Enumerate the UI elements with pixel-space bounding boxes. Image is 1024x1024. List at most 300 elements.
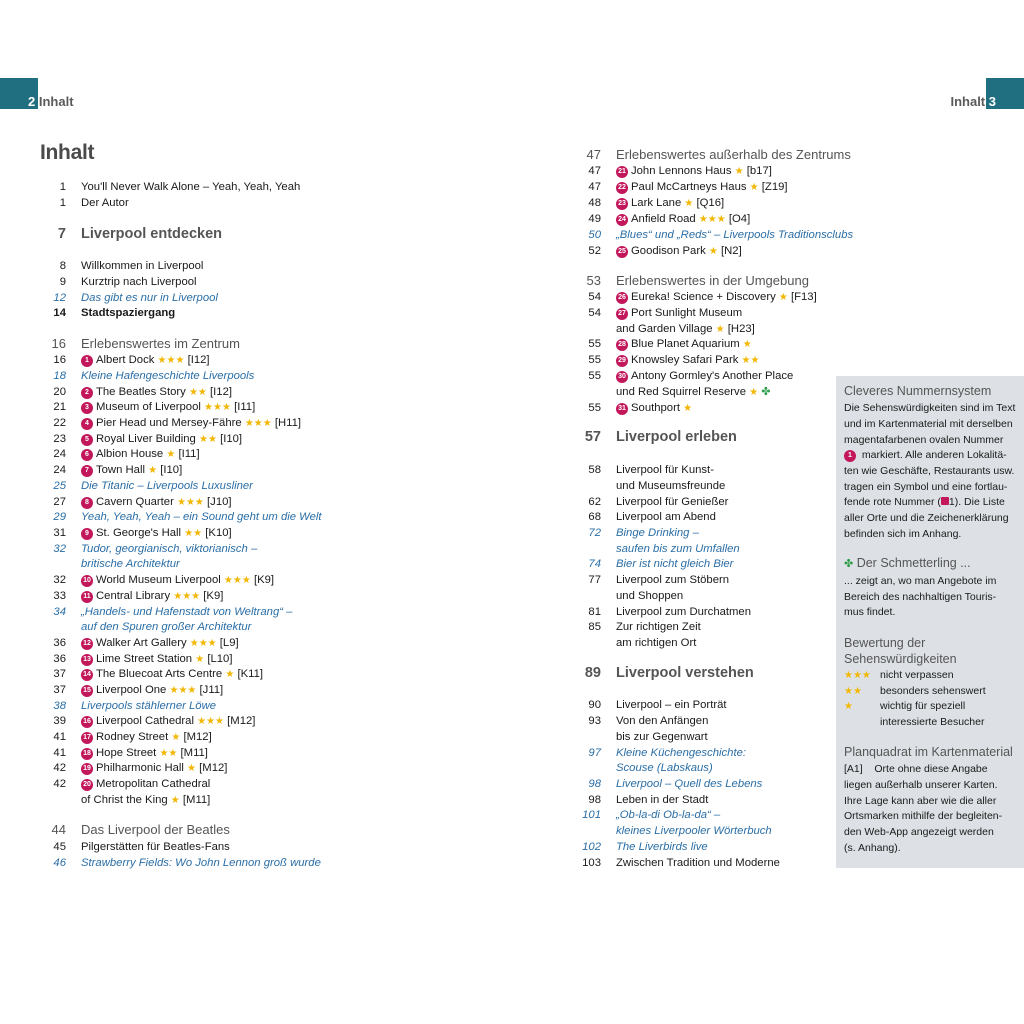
toc-title: Antony Gormley's Another Place (631, 370, 794, 382)
toc-title: John Lennons Haus (631, 165, 732, 177)
toc-page-number: 47 (588, 165, 601, 177)
toc-title: Pilgerstätten für Beatles-Fans (81, 841, 230, 853)
toc-entry-text (616, 228, 853, 244)
toc-entry-text (616, 401, 692, 417)
sight-number-badge-icon: 29 (616, 355, 628, 367)
sight-number-badge-icon: 8 (81, 497, 93, 509)
toc-title: Liverpool verstehen (616, 665, 754, 681)
toc-entry-text (616, 542, 740, 558)
toc-title: Southport (631, 402, 680, 414)
toc-page-number: 72 (588, 527, 601, 539)
toc-title: und Red Squirrel Reserve (616, 386, 746, 398)
toc-entry-text (616, 605, 751, 621)
toc-title: Binge Drinking – (616, 527, 699, 539)
toc-entry-text (616, 808, 720, 824)
toc-title: Liverpool – ein Porträt (616, 699, 727, 711)
toc-page-number: 77 (588, 574, 601, 586)
toc-entry-text (616, 620, 701, 636)
toc-title: Liverpool – Quell des Lebens (616, 778, 763, 790)
sight-number-badge-icon: 4 (81, 418, 93, 430)
map-grid-ref: [I10] (220, 433, 243, 445)
toc-page-number: 101 (582, 809, 601, 821)
sight-number-badge-icon: 14 (81, 669, 93, 681)
toc-entry-text (81, 432, 242, 448)
toc-page-number: 55 (588, 338, 601, 350)
sight-number-badge-icon: 25 (616, 246, 628, 258)
running-head-left (28, 94, 74, 109)
toc-title: Rodney Street (96, 731, 169, 743)
star-rating-icon: ★ (225, 669, 235, 680)
toc-page-number: 93 (588, 715, 601, 727)
toc-page-number: 9 (59, 276, 66, 288)
sight-number-badge-icon: 31 (616, 403, 628, 415)
sight-number-badge-icon: 24 (616, 214, 628, 226)
map-grid-ref: [K9] (203, 590, 224, 602)
toc-title: Museum of Liverpool (96, 401, 201, 413)
map-grid-ref: [I11] (178, 448, 200, 460)
toc-title: Albion House (96, 448, 164, 460)
sight-number-badge-icon: 9 (81, 528, 93, 540)
map-grid-ref: [H11] (274, 417, 302, 429)
star-rating-icon: ★★★ (169, 685, 197, 696)
toc-title: Zwischen Tradition und Moderne (616, 857, 780, 869)
sidebar-line: tragen ein Symbol und eine fortlau- (844, 481, 1008, 493)
star-rating-icon: ★ (742, 339, 752, 350)
sight-number-badge-icon: 18 (81, 748, 93, 760)
map-grid-ref: [Q16] (696, 197, 725, 209)
sight-number-badge-icon: 26 (616, 292, 628, 304)
toc-page-number: 42 (53, 762, 66, 774)
toc-page-number: 39 (53, 715, 66, 727)
toc-title: Liverpools stählerner Löwe (81, 700, 217, 712)
toc-title: Liverpool zum Durchatmen (616, 606, 751, 618)
toc-page-number: 98 (588, 778, 601, 790)
toc-page-number: 38 (53, 700, 66, 712)
star-icon: ★ (844, 701, 853, 712)
sidebar-line: Ortsmarken mithilfe der begleiten- (844, 810, 1003, 822)
sight-number-badge-icon: 2 (81, 387, 93, 399)
toc-entry-text (616, 273, 809, 289)
sidebar-line: ten wie Geschäfte, Restaurants usw. (844, 465, 1015, 477)
toc-title: Kurztrip nach Liverpool (81, 276, 197, 288)
toc-title: Tudor, georgianisch, viktorianisch – (81, 543, 258, 555)
toc-title: Liverpool entdecken (81, 226, 223, 242)
sight-number-badge-icon: 27 (616, 308, 628, 320)
toc-title: and Garden Village (616, 323, 713, 335)
toc-entry-text (81, 856, 321, 872)
toc-page-number: 54 (588, 291, 601, 303)
star-rating-icon: ★★★ (157, 355, 185, 366)
toc-page-number: 12 (53, 292, 66, 304)
toc-entry-text (81, 275, 197, 291)
star-rating-icon: ★ (195, 654, 205, 665)
toc-title: Goodison Park (631, 245, 706, 257)
toc-page-number: 42 (53, 778, 66, 790)
map-grid-ref: [I11] (234, 401, 256, 413)
toc-entry-text (616, 212, 750, 228)
map-grid-ref: [O4] (728, 213, 751, 225)
map-grid-ref: [b17] (746, 165, 772, 177)
running-head-right (950, 94, 996, 109)
sight-number-badge-icon: 12 (81, 638, 93, 650)
sight-number-badge-icon: 6 (81, 449, 93, 461)
toc-entry-text (81, 227, 222, 243)
toc-entry-text (616, 290, 817, 306)
toc-entry-text (616, 666, 754, 682)
toc-entry-text (616, 479, 725, 495)
toc-title: Blue Planet Aquarium (631, 338, 740, 350)
toc-entry-text (616, 306, 742, 322)
toc-page-number: 34 (53, 606, 66, 618)
toc-page-number: 68 (588, 511, 601, 523)
toc-entry-text (81, 463, 182, 479)
toc-page-number: 62 (588, 496, 601, 508)
sidebar-line: den Web-App angezeigt werden (844, 826, 994, 838)
toc-entry-text (81, 180, 300, 196)
toc-page-number: 32 (53, 543, 66, 555)
toc-title: Philharmonic Hall (96, 762, 184, 774)
toc-title: bis zur Gegenwart (616, 731, 708, 743)
toc-entry-text (616, 793, 708, 809)
toc-entry-text (81, 636, 239, 652)
toc-title: Royal Liver Building (96, 433, 196, 445)
toc-title: Liverpool Cathedral (96, 715, 194, 727)
toc-entry-text (81, 291, 218, 307)
rating-row: ★ wichtig für speziell (844, 700, 966, 712)
info-sidebar: Cleveres Nummernsystem Die Sehenswürdigkeiten sind im Text und im Kartenmaterial mit derselben magentafarbenen ovalen Nummer 1 markiert. Alle anderen Lokalitä- ten wie Geschäfte, Restaurants usw. tragen ein Symbol und eine fortlau- fende rote Nummer ( 1). Die Liste aller Orte und die Zeichenerklärung befinden sich im Anhang. ✤ Der Schmetterling ... ... zeigt an, wo man Angebote im Bereich des nachhaltigen Touris- mus findet. Bewertung der Sehenswürdigkeiten ★★★ nicht verpassen ★★ besonders sehenswert ★ wichtig für speziell interessierte Besucher Planquadrat im Kartenmaterial [A1] Orte ohne diese Angabe liegen außerhalb unserer Karten. Ihre Lage kann aber wie die aller Ortsmarken mithilfe der begleiten- den Web-App angezeigt werden (s. Anhang). (836, 376, 1024, 868)
toc-page-number: 98 (588, 794, 601, 806)
toc-page-number: 18 (53, 370, 66, 382)
rating-row: ★★★ nicht verpassen (844, 669, 954, 681)
toc-title: Zur richtigen Zeit (616, 621, 701, 633)
toc-page-number: 32 (53, 574, 66, 586)
toc-page-number: 55 (588, 354, 601, 366)
toc-page-number: 74 (588, 558, 601, 570)
star-rating-icon: ★★★ (698, 214, 726, 225)
toc-entry-text (81, 416, 301, 432)
toc-title: Kleine Küchengeschichte: (616, 747, 747, 759)
toc-page-number: 103 (582, 857, 601, 869)
star-rating-icon: ★★★ (173, 591, 201, 602)
toc-page-number: 16 (53, 354, 66, 366)
toc-title: Anfield Road (631, 213, 696, 225)
map-grid-ref: [M12] (183, 731, 212, 743)
toc-title: Port Sunlight Museum (631, 307, 743, 319)
toc-title: Pier Head und Mersey-Fähre (96, 417, 242, 429)
toc-title: Metropolitan Cathedral (96, 778, 211, 790)
map-grid-ref: [I12] (187, 354, 210, 366)
toc-page-number: 37 (53, 684, 66, 696)
toc-entry-text (616, 557, 733, 573)
toc-entry-text (616, 840, 708, 856)
toc-title: Erlebenswertes in der Umgebung (616, 273, 809, 288)
toc-title: Strawberry Fields: Wo John Lennon groß wurde (81, 857, 321, 869)
toc-page-number: 55 (588, 402, 601, 414)
toc-title: Das Liverpool der Beatles (81, 822, 230, 837)
toc-entry-text (616, 164, 772, 180)
toc-title: of Christ the King (81, 794, 168, 806)
toc-title: auf den Spuren großer Architektur (81, 621, 252, 633)
toc-page-number: 36 (53, 637, 66, 649)
toc-title: Liverpool erleben (616, 429, 737, 445)
star-rating-icon: ★★★ (189, 638, 217, 649)
toc-page-number: 47 (588, 181, 601, 193)
sight-number-badge-icon: 15 (81, 685, 93, 697)
sidebar-line: Ihre Lage kann aber wie die aller (844, 795, 997, 807)
toc-entry-text (616, 353, 759, 369)
toc-entry-text (616, 244, 742, 260)
map-grid-ref: [L10] (207, 653, 233, 665)
star-rating-icon: ★ (715, 324, 725, 335)
toc-page-number: 45 (53, 841, 66, 853)
toc-entry-text (616, 463, 714, 479)
toc-entry-text (81, 510, 322, 526)
toc-page-number: 52 (588, 245, 601, 257)
toc-page-number: 57 (584, 429, 601, 445)
map-grid-ref: [K11] (237, 668, 264, 680)
star-rating-icon: ★ (749, 182, 759, 193)
sight-number-badge-icon: 10 (81, 575, 93, 587)
star-rating-icon: ★ (734, 166, 744, 177)
toc-page-number: 33 (53, 590, 66, 602)
star-rating-icon: ★ (166, 449, 176, 460)
sidebar-line: (s. Anhang). (844, 842, 901, 854)
toc-title: Lark Lane (631, 197, 682, 209)
toc-entry-text (616, 385, 770, 401)
toc-entry-text (81, 667, 263, 683)
toc-title: am richtigen Ort (616, 637, 697, 649)
toc-entry-text (81, 699, 216, 715)
sidebar-line: mus findet. (844, 606, 896, 618)
rating-row: ★★ besonders sehenswert (844, 685, 986, 697)
toc-entry-text (81, 620, 251, 636)
toc-entry-text (81, 822, 230, 838)
sight-number-badge-icon: 28 (616, 339, 628, 351)
toc-title: britische Architektur (81, 558, 180, 570)
toc-page-number: 55 (588, 370, 601, 382)
toc-page-number: 22 (53, 417, 66, 429)
map-grid-ref: [L9] (219, 637, 239, 649)
toc-page-number: 1 (59, 197, 66, 209)
toc-title: Paul McCartneys Haus (631, 181, 747, 193)
map-grid-ref: [H23] (727, 323, 755, 335)
sidebar-heading-rating: Bewertung der (844, 636, 926, 650)
sight-number-badge-icon: 21 (616, 166, 628, 178)
star-rating-icon: ★ (171, 732, 181, 743)
toc-entry-text (616, 510, 716, 526)
toc-entry-text (616, 322, 755, 338)
map-grid-ref: [J11] (199, 684, 224, 696)
sidebar-line: magentafarbenen ovalen Nummer (844, 434, 1004, 446)
toc-entry-text (81, 369, 254, 385)
toc-page-number: 41 (53, 731, 66, 743)
toc-entry-text (81, 589, 223, 605)
map-grid-ref: [J10] (207, 496, 232, 508)
toc-entry-text (616, 430, 737, 446)
toc-title: Liverpool für Genießer (616, 496, 729, 508)
toc-title: Cavern Quarter (96, 496, 174, 508)
toc-entry-text (616, 589, 683, 605)
toc-entry-text (616, 526, 699, 542)
toc-entry-text (81, 557, 180, 573)
badge-icon: 1 (844, 450, 856, 462)
sidebar-line: Bereich des nachhaltigen Touris- (844, 591, 997, 603)
toc-title: Hope Street (96, 747, 157, 759)
toc-title: Stadtspaziergang (81, 307, 176, 319)
toc-page-number: 97 (588, 747, 601, 759)
running-title-right: Inhalt (950, 94, 986, 109)
toc-page-number: 1 (59, 181, 66, 193)
toc-title: Scouse (Labskaus) (616, 762, 713, 774)
star-icon: ★★★ (844, 670, 871, 681)
star-rating-icon: ★★ (188, 387, 207, 398)
map-grid-ref: [M12] (227, 715, 256, 727)
toc-page-number: 29 (53, 511, 66, 523)
star-rating-icon: ★★★ (204, 402, 231, 413)
toc-title: Erlebenswertes im Zentrum (81, 336, 240, 351)
toc-title: The Beatles Story (96, 386, 186, 398)
star-rating-icon: ★ (170, 795, 180, 806)
toc-page-number: 44 (51, 822, 66, 837)
toc-entry-text (616, 573, 729, 589)
map-grid-ref: [N2] (720, 245, 742, 257)
sidebar-line: befinden sich im Anhang. (844, 528, 962, 540)
sight-number-badge-icon: 7 (81, 465, 93, 477)
toc-title: Kleine Hafengeschichte Liverpools (81, 370, 255, 382)
sight-number-badge-icon: 5 (81, 434, 93, 446)
sight-number-badge-icon: 13 (81, 654, 93, 666)
toc-title: Albert Dock (96, 354, 155, 366)
toc-page-number: 85 (588, 621, 601, 633)
toc-title: Town Hall (96, 464, 145, 476)
star-rating-icon: ★ (187, 763, 197, 774)
toc-entry-text (81, 573, 274, 589)
toc-entry-text (81, 777, 210, 793)
sidebar-line: liegen außerhalb unserer Karten. (844, 779, 998, 791)
toc-title: Liverpool am Abend (616, 511, 716, 523)
toc-entry-text (616, 777, 762, 793)
toc-title: Eureka! Science + Discovery (631, 291, 776, 303)
toc-page-number: 8 (59, 260, 66, 272)
toc-page-number: 102 (582, 841, 601, 853)
toc-page-number: 21 (53, 401, 66, 413)
toc-page-number: 46 (53, 857, 66, 869)
toc-title: Das gibt es nur in Liverpool (81, 292, 218, 304)
map-grid-ref: [Z19] (761, 181, 788, 193)
toc-page-number: 50 (588, 229, 601, 241)
toc-title: You'll Never Walk Alone – Yeah, Yeah, Yeah (81, 181, 301, 193)
toc-title: Knowsley Safari Park (631, 354, 739, 366)
toc-entry-text (616, 636, 696, 652)
toc-entry-text (81, 196, 129, 212)
toc-entry-text (616, 369, 793, 385)
star-rating-icon: ★★ (159, 748, 178, 759)
toc-entry-text (81, 793, 210, 809)
toc-page-number: 49 (588, 213, 601, 225)
star-rating-icon: ★★★ (197, 716, 225, 727)
toc-entry-text (616, 730, 708, 746)
toc-entry-text (616, 761, 713, 777)
toc-entry-text (81, 385, 232, 401)
sight-number-badge-icon: 11 (81, 591, 93, 603)
toc-entry-text (81, 683, 223, 699)
sight-number-badge-icon: 20 (81, 779, 93, 791)
toc-title: Liverpool One (96, 684, 167, 696)
star-rating-icon: ★ (148, 465, 158, 476)
map-grid-ref: [M12] (199, 762, 228, 774)
toc-page-number: 25 (53, 480, 66, 492)
toc-entry-text (81, 306, 175, 322)
star-rating-icon: ★★★ (223, 575, 251, 586)
sight-number-badge-icon: 16 (81, 716, 93, 728)
toc-entry-text (81, 479, 253, 495)
map-grid-ref: [F13] (790, 291, 817, 303)
sidebar-heading-numbering: Cleveres Nummernsystem (844, 384, 992, 398)
page-title: Inhalt (40, 141, 95, 164)
toc-page-number: 20 (53, 386, 66, 398)
star-rating-icon: ★ (684, 198, 694, 209)
toc-page-number: 48 (588, 197, 601, 209)
toc-entry-text (81, 714, 255, 730)
map-grid-ref: [K10] (205, 527, 232, 539)
sidebar-heading-butterfly: ✤ Der Schmetterling ... (844, 556, 971, 570)
star-icon: ★★ (844, 686, 862, 697)
toc-entry-text (616, 337, 752, 353)
toc-title: Central Library (96, 590, 171, 602)
toc-title: St. George's Hall (96, 527, 182, 539)
toc-entry-text (81, 652, 232, 668)
butterfly-icon: ✤ (844, 558, 854, 570)
toc-page-number: 24 (53, 464, 66, 476)
toc-entry-text (616, 147, 851, 163)
toc-entry-text (616, 714, 708, 730)
sight-number-badge-icon: 1 (81, 355, 93, 367)
sidebar-heading-rating-2: Sehenswürdigkeiten (844, 652, 957, 666)
sidebar-line: und im Kartenmaterial mit derselben (844, 418, 1013, 430)
star-rating-icon: ★★ (198, 434, 217, 445)
toc-title: Bier ist nicht gleich Bier (616, 558, 734, 570)
toc-title: World Museum Liverpool (96, 574, 221, 586)
toc-page-number: 89 (584, 665, 601, 681)
sight-number-badge-icon: 17 (81, 732, 93, 744)
toc-entry-text (81, 526, 232, 542)
toc-title: und Shoppen (616, 590, 684, 602)
star-rating-icon: ★ (778, 292, 788, 303)
map-grid-ref: [I10] (160, 464, 183, 476)
sidebar-line: Die Sehenswürdigkeiten sind im Text (844, 402, 1016, 414)
sidebar-line: [A1] Orte ohne diese Angabe (844, 763, 988, 775)
toc-entry-text (616, 495, 728, 511)
map-grid-ref: [M11] (182, 794, 211, 806)
star-rating-icon: ★★ (184, 528, 203, 539)
page-number-right: 3 (988, 94, 996, 109)
toc-entry-text (616, 698, 727, 714)
toc-page-number: 14 (53, 307, 66, 319)
page-number-left: 2 (28, 94, 36, 109)
toc-page-number: 7 (57, 226, 66, 242)
toc-title: „Handels- und Hafenstadt von Weltrang“ – (81, 606, 293, 618)
toc-page-number: 31 (53, 527, 66, 539)
toc-entry-text (616, 746, 746, 762)
toc-title: kleines Liverpooler Wörterbuch (616, 825, 772, 837)
toc-title: Erlebenswertes außerhalb des Zentrums (616, 147, 851, 162)
toc-page-number: 23 (53, 433, 66, 445)
toc-page-number: 47 (586, 147, 601, 162)
toc-entry-text (81, 746, 208, 762)
toc-page-number: 27 (53, 496, 66, 508)
star-rating-icon: ★★★ (244, 418, 272, 429)
sight-number-badge-icon: 19 (81, 763, 93, 775)
